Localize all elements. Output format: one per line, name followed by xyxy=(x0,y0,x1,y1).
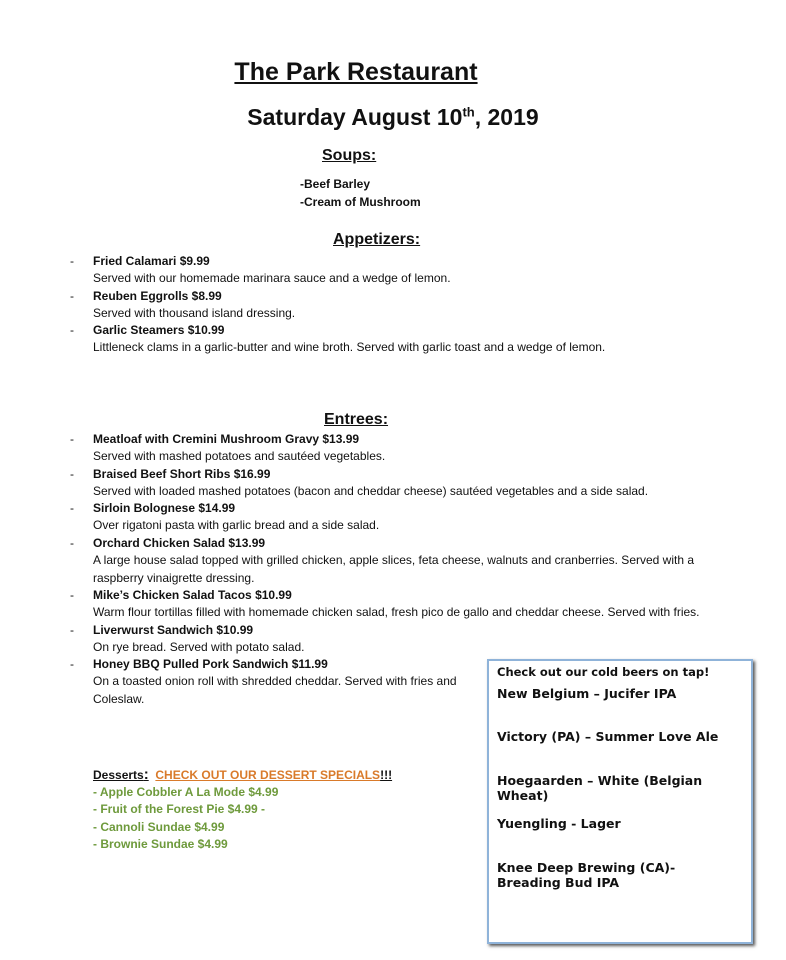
date-suffix: th xyxy=(462,104,475,120)
menu-date xyxy=(0,104,786,131)
item-name: Liverwurst Sandwich $10.99 xyxy=(93,623,254,637)
item-name: Garlic Steamers $10.99 xyxy=(93,323,225,337)
dessert-item: - Brownie Sundae $4.99 xyxy=(93,837,228,851)
bullet-dash: - xyxy=(70,536,74,550)
entrees-heading: Entrees: xyxy=(324,411,389,428)
beers-heading: Check out our cold beers on tap! xyxy=(497,665,710,679)
beer-item: New Belgium – Jucifer IPA xyxy=(497,686,677,701)
item-name: Mike’s Chicken Salad Tacos $10.99 xyxy=(93,588,292,602)
bullet-dash: - xyxy=(70,467,74,481)
date-main: Saturday August 10 xyxy=(247,104,463,130)
item-name: Honey BBQ Pulled Pork Sandwich $11.99 xyxy=(93,657,328,671)
beer-item: Hoegaarden – White (Belgian Wheat) xyxy=(497,773,703,803)
beer-item: Knee Deep Brewing (CA)- Breading Bud IPA xyxy=(497,860,676,890)
bullet-dash: - xyxy=(70,432,74,446)
dessert-specials: CHECK OUT OUR DESSERT SPECIALS xyxy=(155,768,381,782)
item-description: Over rigatoni pasta with garlic bread and a side salad. xyxy=(93,518,380,532)
dessert-exclaim: !!! xyxy=(380,768,393,782)
dessert-item: - Fruit of the Forest Pie $4.99 - xyxy=(93,802,266,816)
soups-heading: Soups: xyxy=(322,147,377,164)
item-description: On rye bread. Served with potato salad. xyxy=(93,640,305,654)
bullet-dash: - xyxy=(70,623,74,637)
item-name: Braised Beef Short Ribs $16.99 xyxy=(93,467,271,481)
bullet-dash: - xyxy=(70,588,74,602)
desserts-heading xyxy=(93,766,392,783)
item-description: Served with our homemade marinara sauce and a wedge of lemon. xyxy=(93,271,451,285)
desserts-colon: : xyxy=(143,766,149,783)
item-description: Served with thousand island dressing. xyxy=(93,306,296,320)
item-name: Orchard Chicken Salad $13.99 xyxy=(93,536,266,550)
item-description: A large house salad topped with grilled chicken, apple slices, feta cheese, walnuts and cranberries. Served with a raspberry vinaigrette dressing. xyxy=(93,553,695,585)
item-description: Warm flour tortillas filled with homemade chicken salad, fresh pico de gallo and cheddar cheese. Served with fries. xyxy=(93,605,700,619)
bullet-dash: - xyxy=(70,657,74,671)
item-description: Littleneck clams in a garlic-butter and wine broth. Served with garlic toast and a wedge of lemon. xyxy=(93,340,606,354)
dessert-item: - Apple Cobbler A La Mode $4.99 xyxy=(93,785,279,799)
item-name: Sirloin Bolognese $14.99 xyxy=(93,501,236,515)
item-name: Meatloaf with Cremini Mushroom Gravy $13.99 xyxy=(93,432,360,446)
bullet-dash: - xyxy=(70,501,74,515)
beer-item: Yuengling - Lager xyxy=(497,816,621,831)
date-year: , 2019 xyxy=(474,104,539,130)
item-name: Fried Calamari $9.99 xyxy=(93,254,210,268)
bullet-dash: - xyxy=(70,323,74,337)
dessert-item: - Cannoli Sundae $4.99 xyxy=(93,820,225,834)
beer-item: Victory (PA) – Summer Love Ale xyxy=(497,729,719,744)
soup-item: -Cream of Mushroom xyxy=(300,195,421,209)
beers-on-tap-box xyxy=(487,659,753,944)
soup-item: -Beef Barley xyxy=(300,177,371,191)
item-name: Reuben Eggrolls $8.99 xyxy=(93,289,222,303)
bullet-dash: - xyxy=(70,289,74,303)
appetizers-heading: Appetizers: xyxy=(333,231,421,248)
item-description: Served with loaded mashed potatoes (bacon and cheddar cheese) sautéed vegetables and a side salad. xyxy=(93,484,649,498)
desserts-label: Desserts xyxy=(93,768,144,782)
restaurant-title: The Park Restaurant xyxy=(234,58,478,86)
item-description: Served with mashed potatoes and sautéed vegetables. xyxy=(93,449,386,463)
item-description: On a toasted onion roll with shredded cheddar. Served with fries and Coleslaw. xyxy=(93,674,457,706)
bullet-dash: - xyxy=(70,254,74,268)
